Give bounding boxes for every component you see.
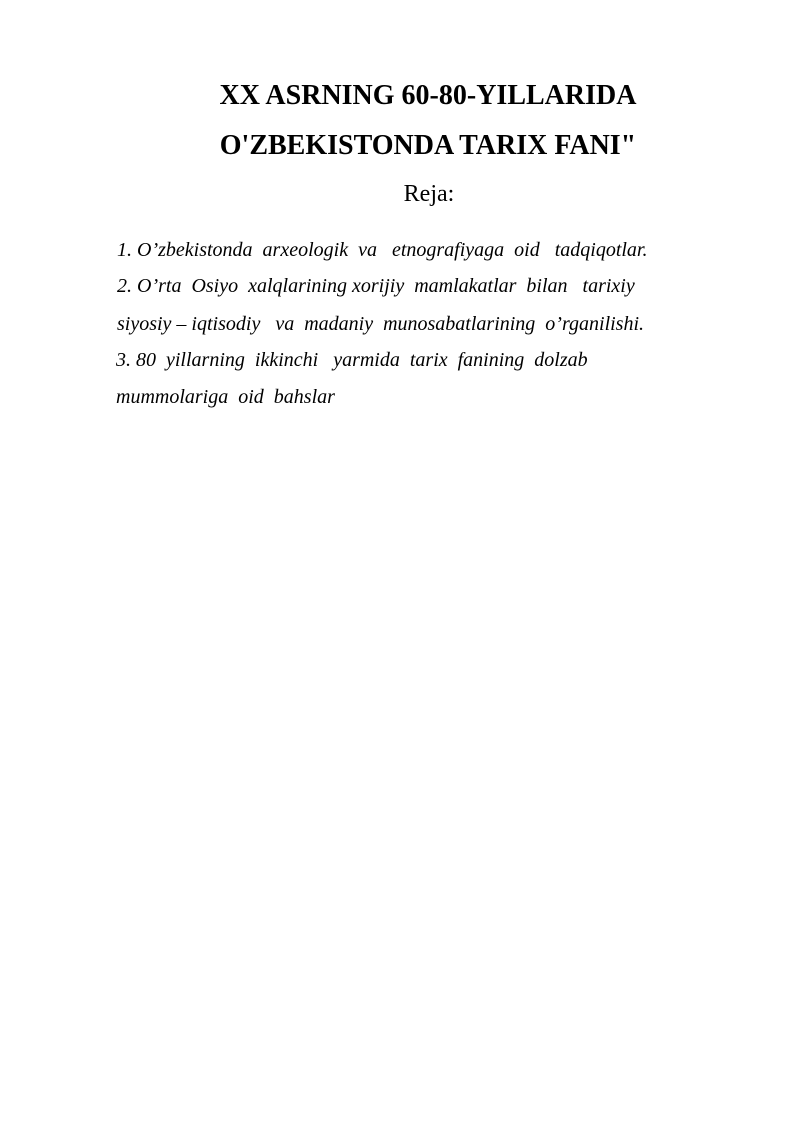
plan-item-3-line-1: 3. 80 yillarning ikkinchi yarmida tarix fanining dolzab <box>116 349 588 371</box>
document-title-line-2: O'ZBEKISTONDA TARIX FANI" <box>219 130 637 161</box>
document-title-line-1: XX ASRNING 60-80-YILLARIDA <box>219 80 637 111</box>
plan-item-2-line-2: siyosiy – iqtisodiy va madaniy munosabatlarining o’rganilishi. <box>117 313 645 335</box>
plan-item-3-line-2: mummolariga oid bahslar <box>116 386 335 408</box>
plan-item-2-line-1: 2. O’rta Osiyo xalqlarining xorijiy mamlakatlar bilan tarixiy <box>117 275 635 297</box>
plan-heading: Reja: <box>403 181 455 207</box>
plan-item-1: 1. O’zbekistonda arxeologik va etnografiyaga oid tadqiqotlar. <box>117 239 648 261</box>
